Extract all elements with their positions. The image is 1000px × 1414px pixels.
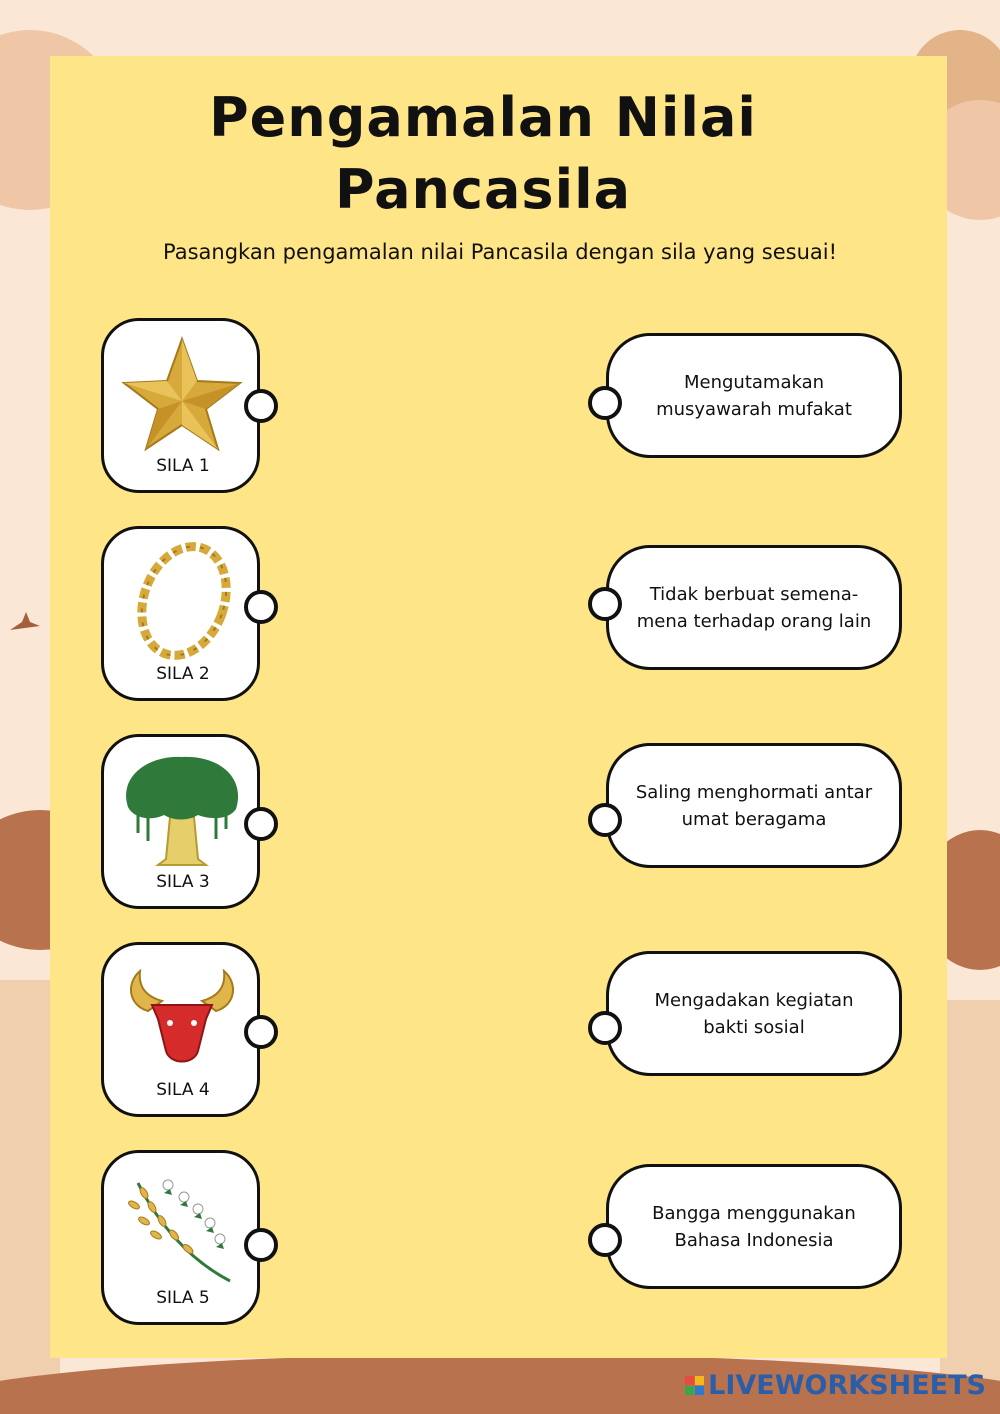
sila-4-connector[interactable] — [244, 1015, 278, 1049]
title-line-1: Pengamalan Nilai — [209, 86, 757, 149]
sila-1-connector[interactable] — [244, 389, 278, 423]
title-line-2: Pancasila — [334, 158, 632, 221]
answer-5-connector[interactable] — [588, 1223, 622, 1257]
sila-label: SILA 2 — [156, 664, 210, 684]
answer-text: Mengutamakan musyawarah mufakat — [656, 371, 852, 420]
page-title — [0, 82, 966, 226]
liveworksheets-logo[interactable] — [685, 1370, 986, 1401]
sila-label: SILA 3 — [156, 872, 210, 892]
answer-text: Saling menghormati antar umat beragama — [635, 781, 873, 830]
sila-2-connector[interactable] — [244, 590, 278, 624]
answer-1-connector[interactable] — [588, 386, 622, 420]
bull-head-icon — [118, 955, 246, 1077]
answer-card-3 — [606, 743, 902, 868]
sila-card-3 — [101, 734, 260, 909]
chain-icon — [118, 539, 246, 661]
answer-text: Tidak berbuat semena- mena terhadap orang lain — [636, 583, 872, 632]
sila-label: SILA 1 — [156, 456, 210, 476]
rice-cotton-icon — [118, 1163, 246, 1285]
logo-cubes-icon — [685, 1376, 704, 1395]
sila-card-5 — [101, 1150, 260, 1325]
sila-label: SILA 5 — [156, 1288, 210, 1308]
sila-card-1 — [101, 318, 260, 493]
answer-card-2 — [606, 545, 902, 670]
answer-text: Mengadakan kegiatan bakti sosial — [654, 989, 854, 1038]
sila-5-connector[interactable] — [244, 1228, 278, 1262]
brand-text: LIVEWORKSHEETS — [708, 1370, 986, 1401]
answer-2-connector[interactable] — [588, 587, 622, 621]
instruction-text: Pasangkan pengamalan nilai Pancasila dengan sila yang sesuai! — [162, 240, 838, 264]
answer-card-4 — [606, 951, 902, 1076]
sila-card-2 — [101, 526, 260, 701]
star-icon — [118, 331, 246, 453]
sila-card-4 — [101, 942, 260, 1117]
answer-card-1 — [606, 333, 902, 458]
sila-label: SILA 4 — [156, 1080, 210, 1100]
answer-text: Bangga menggunakan Bahasa Indonesia — [652, 1202, 856, 1251]
sila-3-connector[interactable] — [244, 807, 278, 841]
answer-4-connector[interactable] — [588, 1011, 622, 1045]
answer-card-5 — [606, 1164, 902, 1289]
banyan-tree-icon — [118, 747, 246, 869]
answer-3-connector[interactable] — [588, 803, 622, 837]
